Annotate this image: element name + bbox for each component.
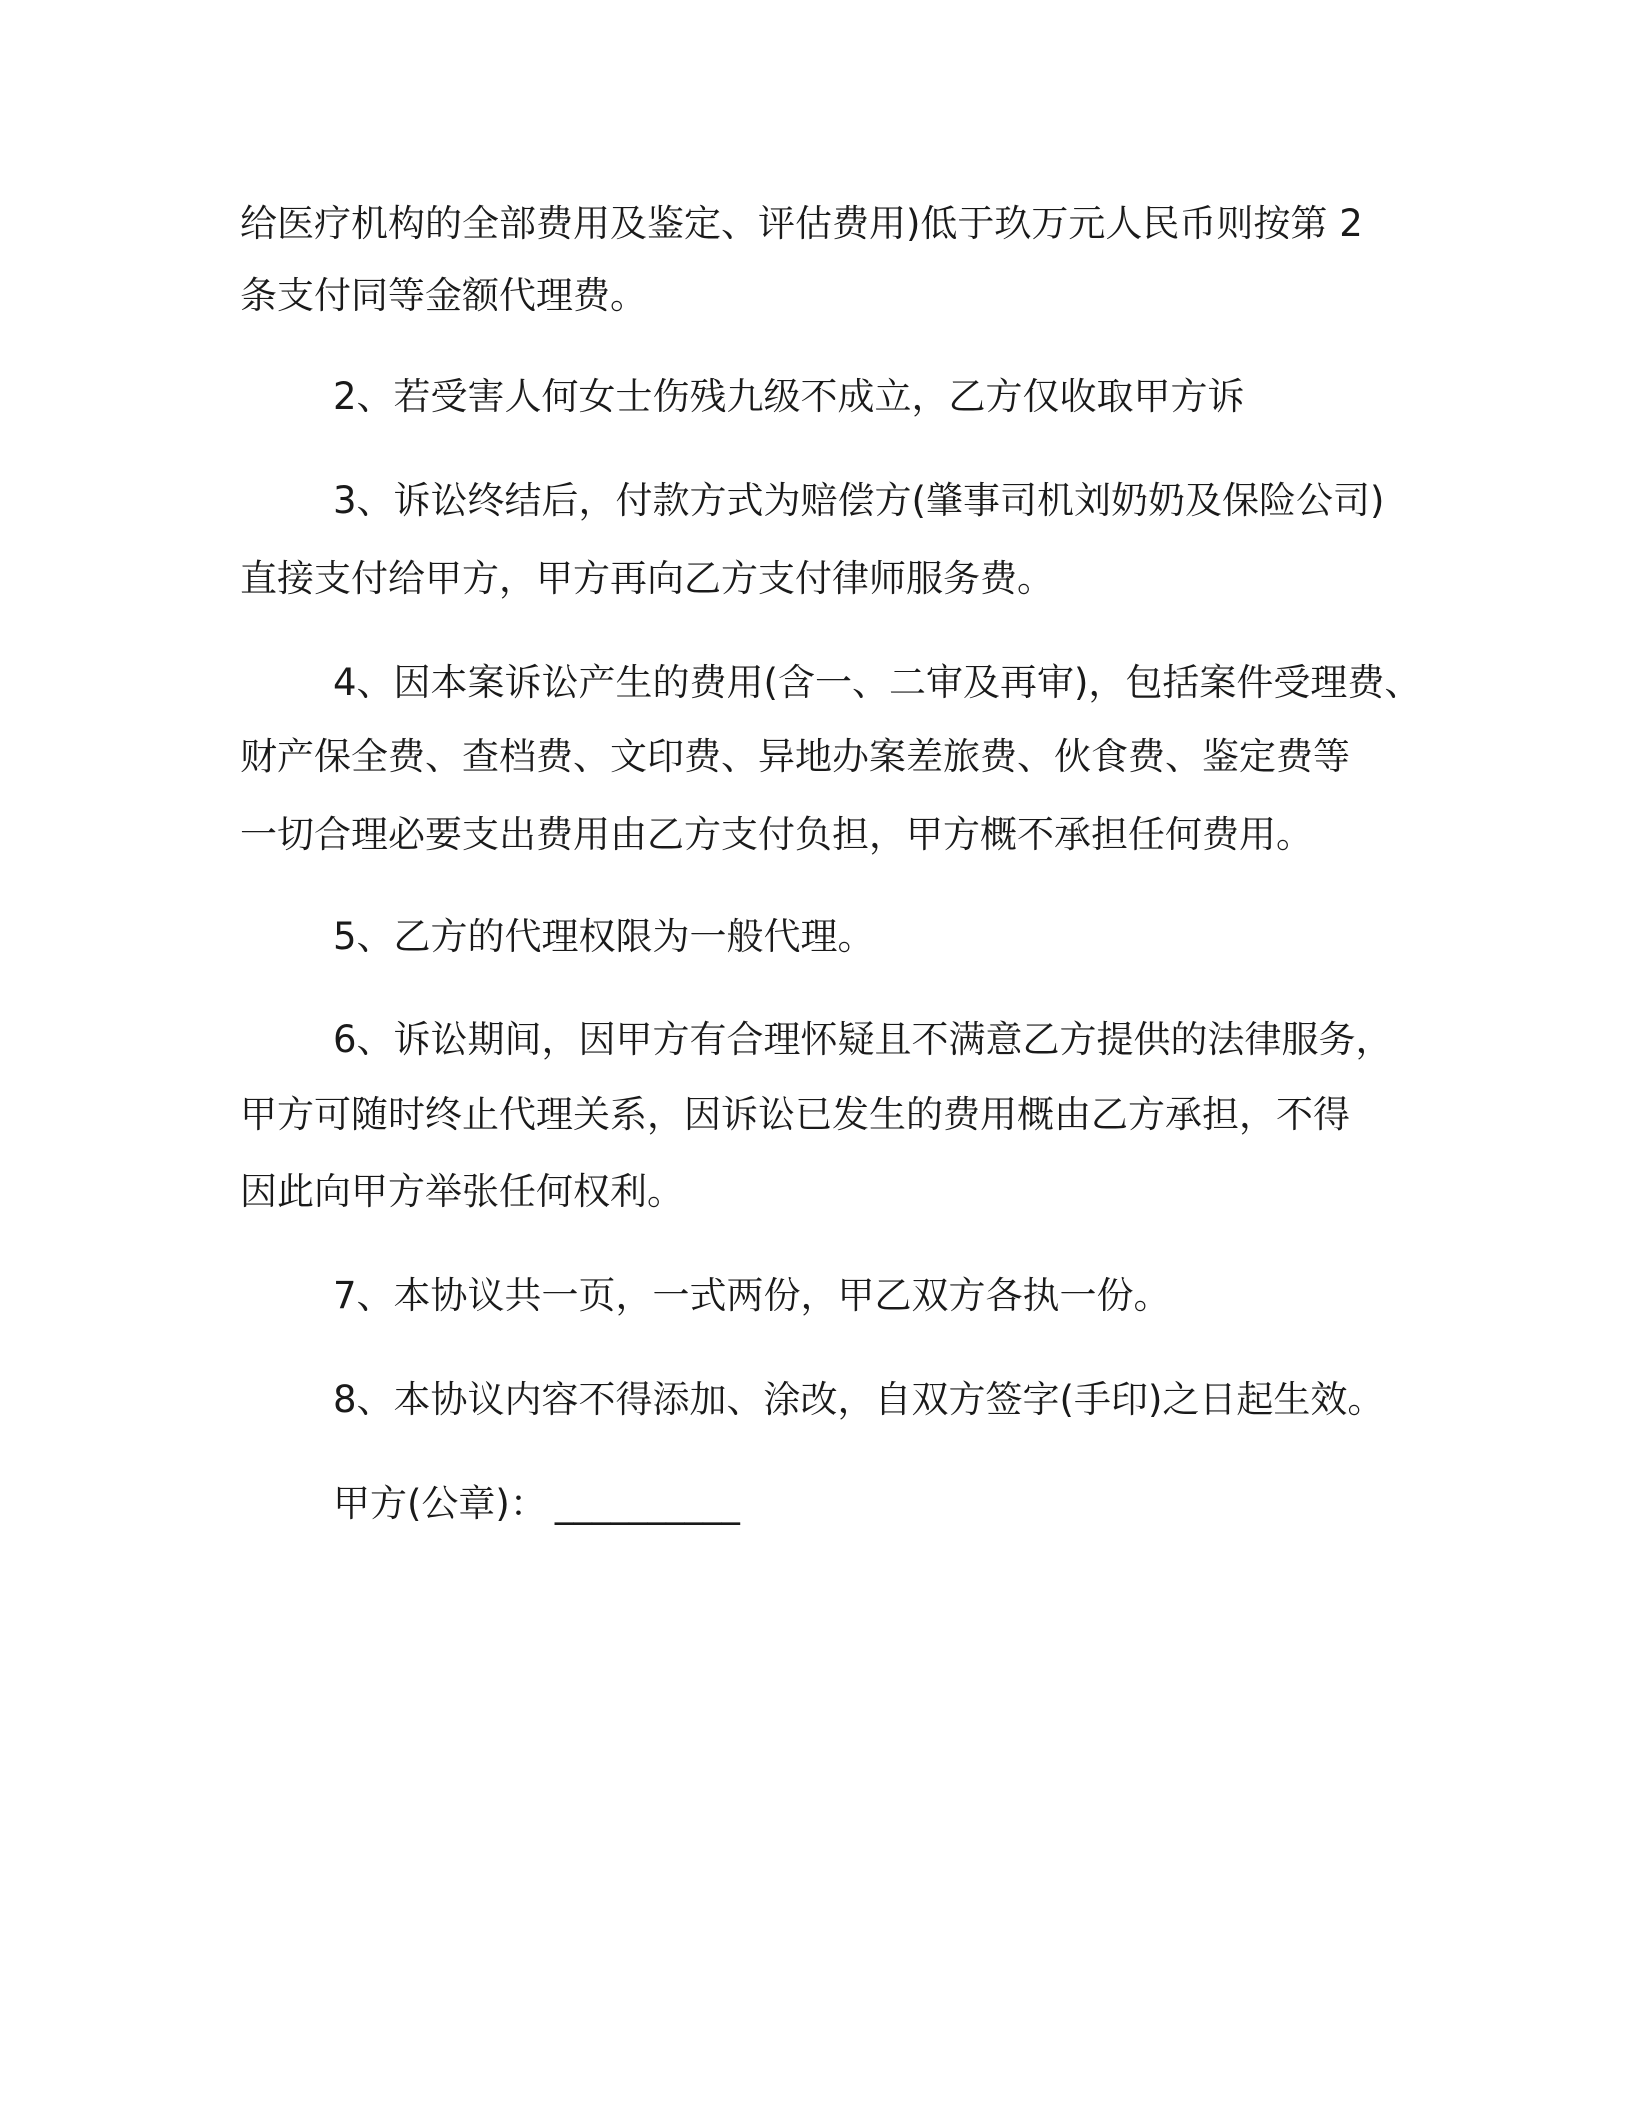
paragraph-3-line-2: 直接支付给甲方，甲方再向乙方支付律师服务费。 (240, 557, 1054, 600)
paragraph-8-line-1: 8、本协议内容不得添加、涂改，自双方签字(手印)之日起生效。 (333, 1378, 1385, 1421)
paragraph-4-line-1: 4、因本案诉讼产生的费用(含一、二审及再审)，包括案件受理费、 (333, 661, 1422, 704)
signature-line (333, 1482, 740, 1526)
paragraph-3-line-1: 3、诉讼终结后，付款方式为赔偿方(肇事司机刘奶奶及保险公司) (333, 479, 1385, 522)
signature-blank: __________ (554, 1482, 740, 1525)
paragraph-2-line-1: 2、若受害人何女士伤残九级不成立，乙方仅收取甲方诉 (333, 375, 1245, 418)
paragraph-6-line-2: 甲方可随时终止代理关系，因诉讼已发生的费用概由乙方承担，不得 (240, 1093, 1350, 1136)
paragraph-5-line-1: 5、乙方的代理权限为一般代理。 (333, 915, 875, 958)
paragraph-4-line-3: 一切合理必要支出费用由乙方支付负担，甲方概不承担任何费用。 (240, 813, 1313, 856)
paragraph-4-line-2: 财产保全费、查档费、文印费、异地办案差旅费、伙食费、鉴定费等 (240, 735, 1350, 778)
signature-label: 甲方(公章)： (333, 1482, 547, 1525)
paragraph-6-line-3: 因此向甲方举张任何权利。 (240, 1170, 684, 1213)
paragraph-7-line-1: 7、本协议共一页，一式两份，甲乙双方各执一份。 (333, 1274, 1171, 1317)
paragraph-1-line-2: 条支付同等金额代理费。 (240, 274, 647, 317)
paragraph-6-line-1: 6、诉讼期间，因甲方有合理怀疑且不满意乙方提供的法律服务， (333, 1018, 1393, 1061)
paragraph-1-line-1: 给医疗机构的全部费用及鉴定、评估费用)低于玖万元人民币则按第 2 (240, 202, 1363, 245)
